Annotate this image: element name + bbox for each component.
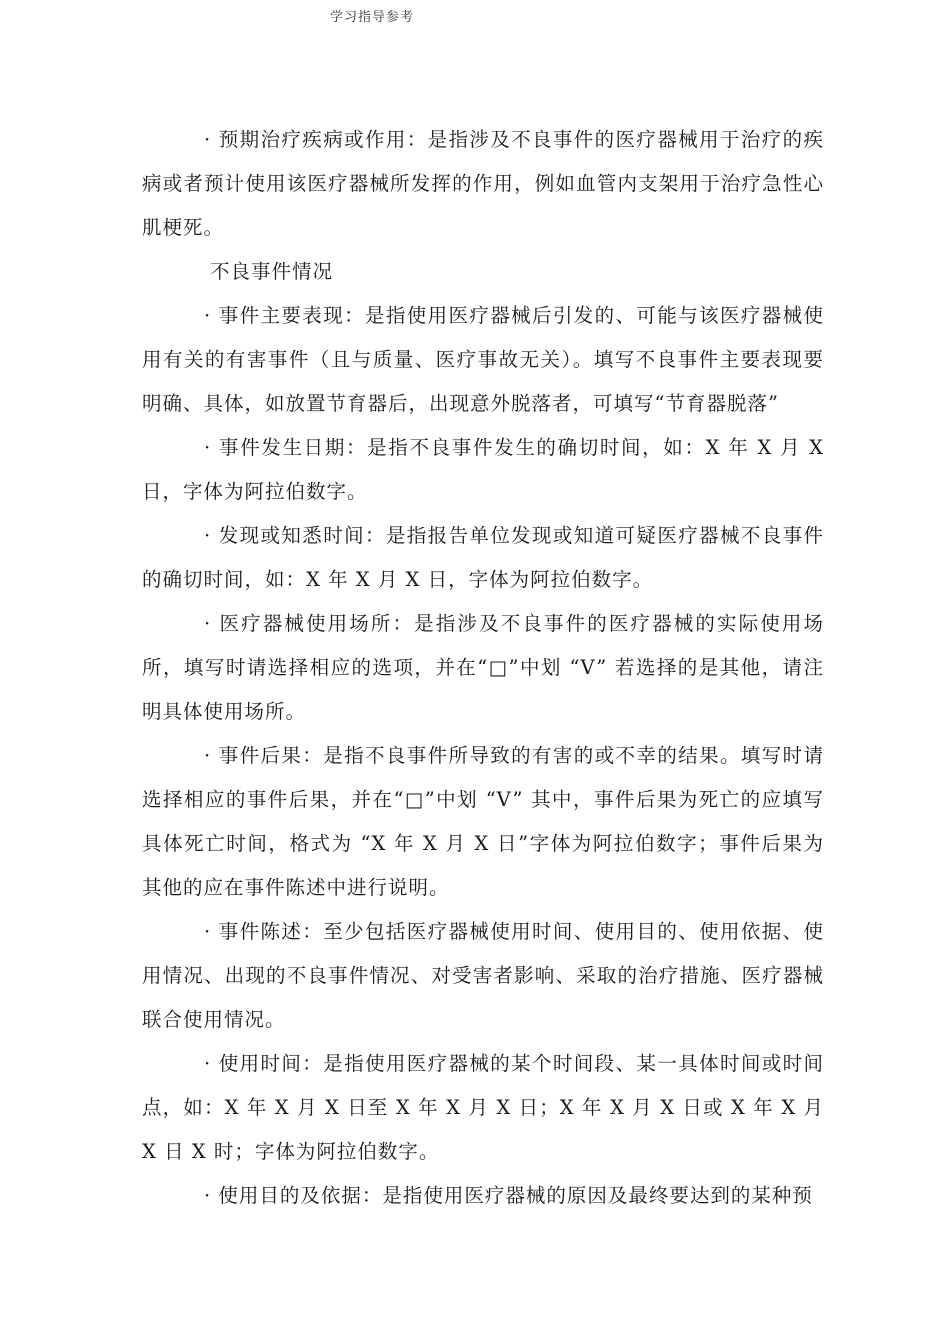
- page-header: 学习指导参考: [330, 10, 415, 25]
- paragraph-event-consequence: · 事件后果：是指不良事件所导致的有害的或不幸的结果。填写时请选择相应的事件后果，并在“□”中划 “V” 其中，事件后果为死亡的应填写具体死亡时间，格式为 “X 年 X 月 X 日”字体为阿拉伯数字；事件后果为其他的应在事件陈述中进行说明。: [142, 744, 824, 899]
- paragraph-main-manifestation: · 事件主要表现：是指使用医疗器械后引发的、可能与该医疗器械使用有关的有害事件（且与质量、医疗事故无关）。填写不良事件主要表现要明确、具体，如放置节育器后，出现意外脱落者，可填写“节育器脱落”: [142, 304, 824, 415]
- section-heading-adverse-event: 不良事件情况: [210, 260, 334, 283]
- paragraph-expected-treatment: · 预期治疗疾病或作用：是指涉及不良事件的医疗器械用于治疗的疾病或者预计使用该医疗器械所发挥的作用，例如血管内支架用于治疗急性心肌梗死。: [142, 128, 824, 239]
- paragraph-discovery-time: · 发现或知悉时间：是指报告单位发现或知道可疑医疗器械不良事件的确切时间，如：X 年 X 月 X 日，字体为阿拉伯数字。: [142, 524, 824, 591]
- paragraph-event-date: · 事件发生日期：是指不良事件发生的确切时间，如：X 年 X 月 X 日，字体为阿拉伯数字。: [142, 436, 824, 503]
- document-body: [142, 118, 824, 1218]
- paragraph-usage-place: · 医疗器械使用场所：是指涉及不良事件的医疗器械的实际使用场所，填写时请选择相应的选项，并在“□”中划 “V” 若选择的是其他，请注明具体使用场所。: [142, 612, 824, 723]
- paragraph-usage-time: · 使用时间：是指使用医疗器械的某个时间段、某一具体时间或时间点，如：X 年 X 月 X 日至 X 年 X 月 X 日；X 年 X 月 X 日或 X 年 X 月 X 日 X 时；字体为阿拉伯数字。: [142, 1052, 824, 1163]
- paragraph-event-statement: · 事件陈述：至少包括医疗器械使用时间、使用目的、使用依据、使用情况、出现的不良事件情况、对受害者影响、采取的治疗措施、医疗器械联合使用情况。: [142, 920, 824, 1031]
- paragraph-usage-purpose: · 使用目的及依据：是指使用医疗器械的原因及最终要达到的某种预: [204, 1184, 813, 1207]
